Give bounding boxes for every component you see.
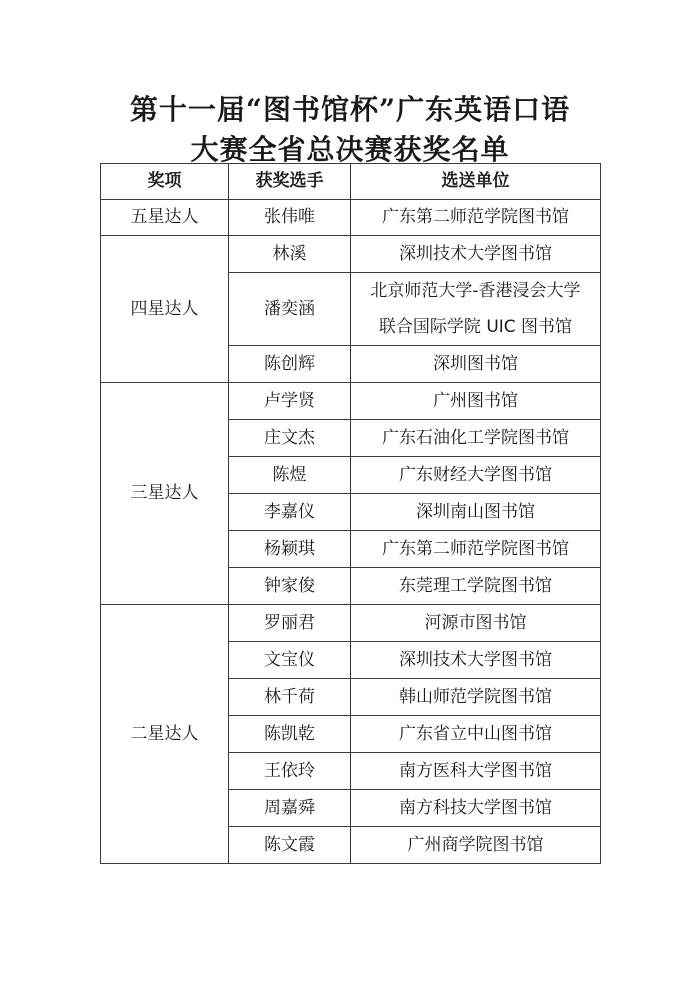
unit-cell: 深圳南山图书馆 bbox=[351, 494, 601, 531]
unit-cell: 广州图书馆 bbox=[351, 383, 601, 420]
unit-cell: 深圳技术大学图书馆 bbox=[351, 236, 601, 273]
winner-name-cell: 文宝仪 bbox=[229, 642, 351, 679]
winner-name-cell: 陈文霞 bbox=[229, 827, 351, 864]
award-level-cell: 二星达人 bbox=[101, 605, 229, 864]
winner-name-cell: 潘奕涵 bbox=[229, 273, 351, 346]
winner-name-cell: 卢学贤 bbox=[229, 383, 351, 420]
winner-name-cell: 张伟唯 bbox=[229, 200, 351, 236]
table-row bbox=[101, 605, 601, 642]
award-level-cell: 三星达人 bbox=[101, 383, 229, 605]
winner-name-cell: 李嘉仪 bbox=[229, 494, 351, 531]
unit-cell: 深圳技术大学图书馆 bbox=[351, 642, 601, 679]
winner-name-cell: 王依玲 bbox=[229, 753, 351, 790]
page-title-line-2: 大赛全省总决赛获奖名单 bbox=[190, 133, 510, 166]
award-level-cell: 四星达人 bbox=[101, 236, 229, 383]
winner-name-cell: 陈煜 bbox=[229, 457, 351, 494]
table-header-row bbox=[101, 164, 601, 200]
winner-name-cell: 林溪 bbox=[229, 236, 351, 273]
unit-cell: 广东财经大学图书馆 bbox=[351, 457, 601, 494]
unit-cell: 韩山师范学院图书馆 bbox=[351, 679, 601, 716]
winner-name-cell: 周嘉舜 bbox=[229, 790, 351, 827]
unit-cell: 南方医科大学图书馆 bbox=[351, 753, 601, 790]
winner-name-cell: 罗丽君 bbox=[229, 605, 351, 642]
table-row bbox=[101, 200, 601, 236]
header-winner: 获奖选手 bbox=[229, 164, 351, 200]
unit-cell: 东莞理工学院图书馆 bbox=[351, 568, 601, 605]
unit-cell: 广东第二师范学院图书馆 bbox=[351, 200, 601, 236]
unit-cell: 广东第二师范学院图书馆 bbox=[351, 531, 601, 568]
unit-cell: 北京师范大学-香港浸会大学 联合国际学院 UIC 图书馆 bbox=[351, 273, 601, 346]
unit-cell: 深圳图书馆 bbox=[351, 346, 601, 383]
winner-name-cell: 庄文杰 bbox=[229, 420, 351, 457]
table-row bbox=[101, 383, 601, 420]
winner-name-cell: 钟家俊 bbox=[229, 568, 351, 605]
winner-name-cell: 杨颖琪 bbox=[229, 531, 351, 568]
winner-name-cell: 林千荷 bbox=[229, 679, 351, 716]
unit-cell: 广东石油化工学院图书馆 bbox=[351, 420, 601, 457]
award-table bbox=[100, 163, 601, 864]
winner-name-cell: 陈凯乾 bbox=[229, 716, 351, 753]
unit-cell: 河源市图书馆 bbox=[351, 605, 601, 642]
table-row bbox=[101, 236, 601, 273]
header-unit: 选送单位 bbox=[351, 164, 601, 200]
unit-cell: 南方科技大学图书馆 bbox=[351, 790, 601, 827]
unit-cell: 广州商学院图书馆 bbox=[351, 827, 601, 864]
winner-name-cell: 陈创辉 bbox=[229, 346, 351, 383]
award-level-cell: 五星达人 bbox=[101, 200, 229, 236]
page-title-line-1: 第十一届“图书馆杯”广东英语口语 bbox=[129, 93, 571, 126]
header-award: 奖项 bbox=[101, 164, 229, 200]
table-body bbox=[101, 200, 601, 864]
unit-cell: 广东省立中山图书馆 bbox=[351, 716, 601, 753]
